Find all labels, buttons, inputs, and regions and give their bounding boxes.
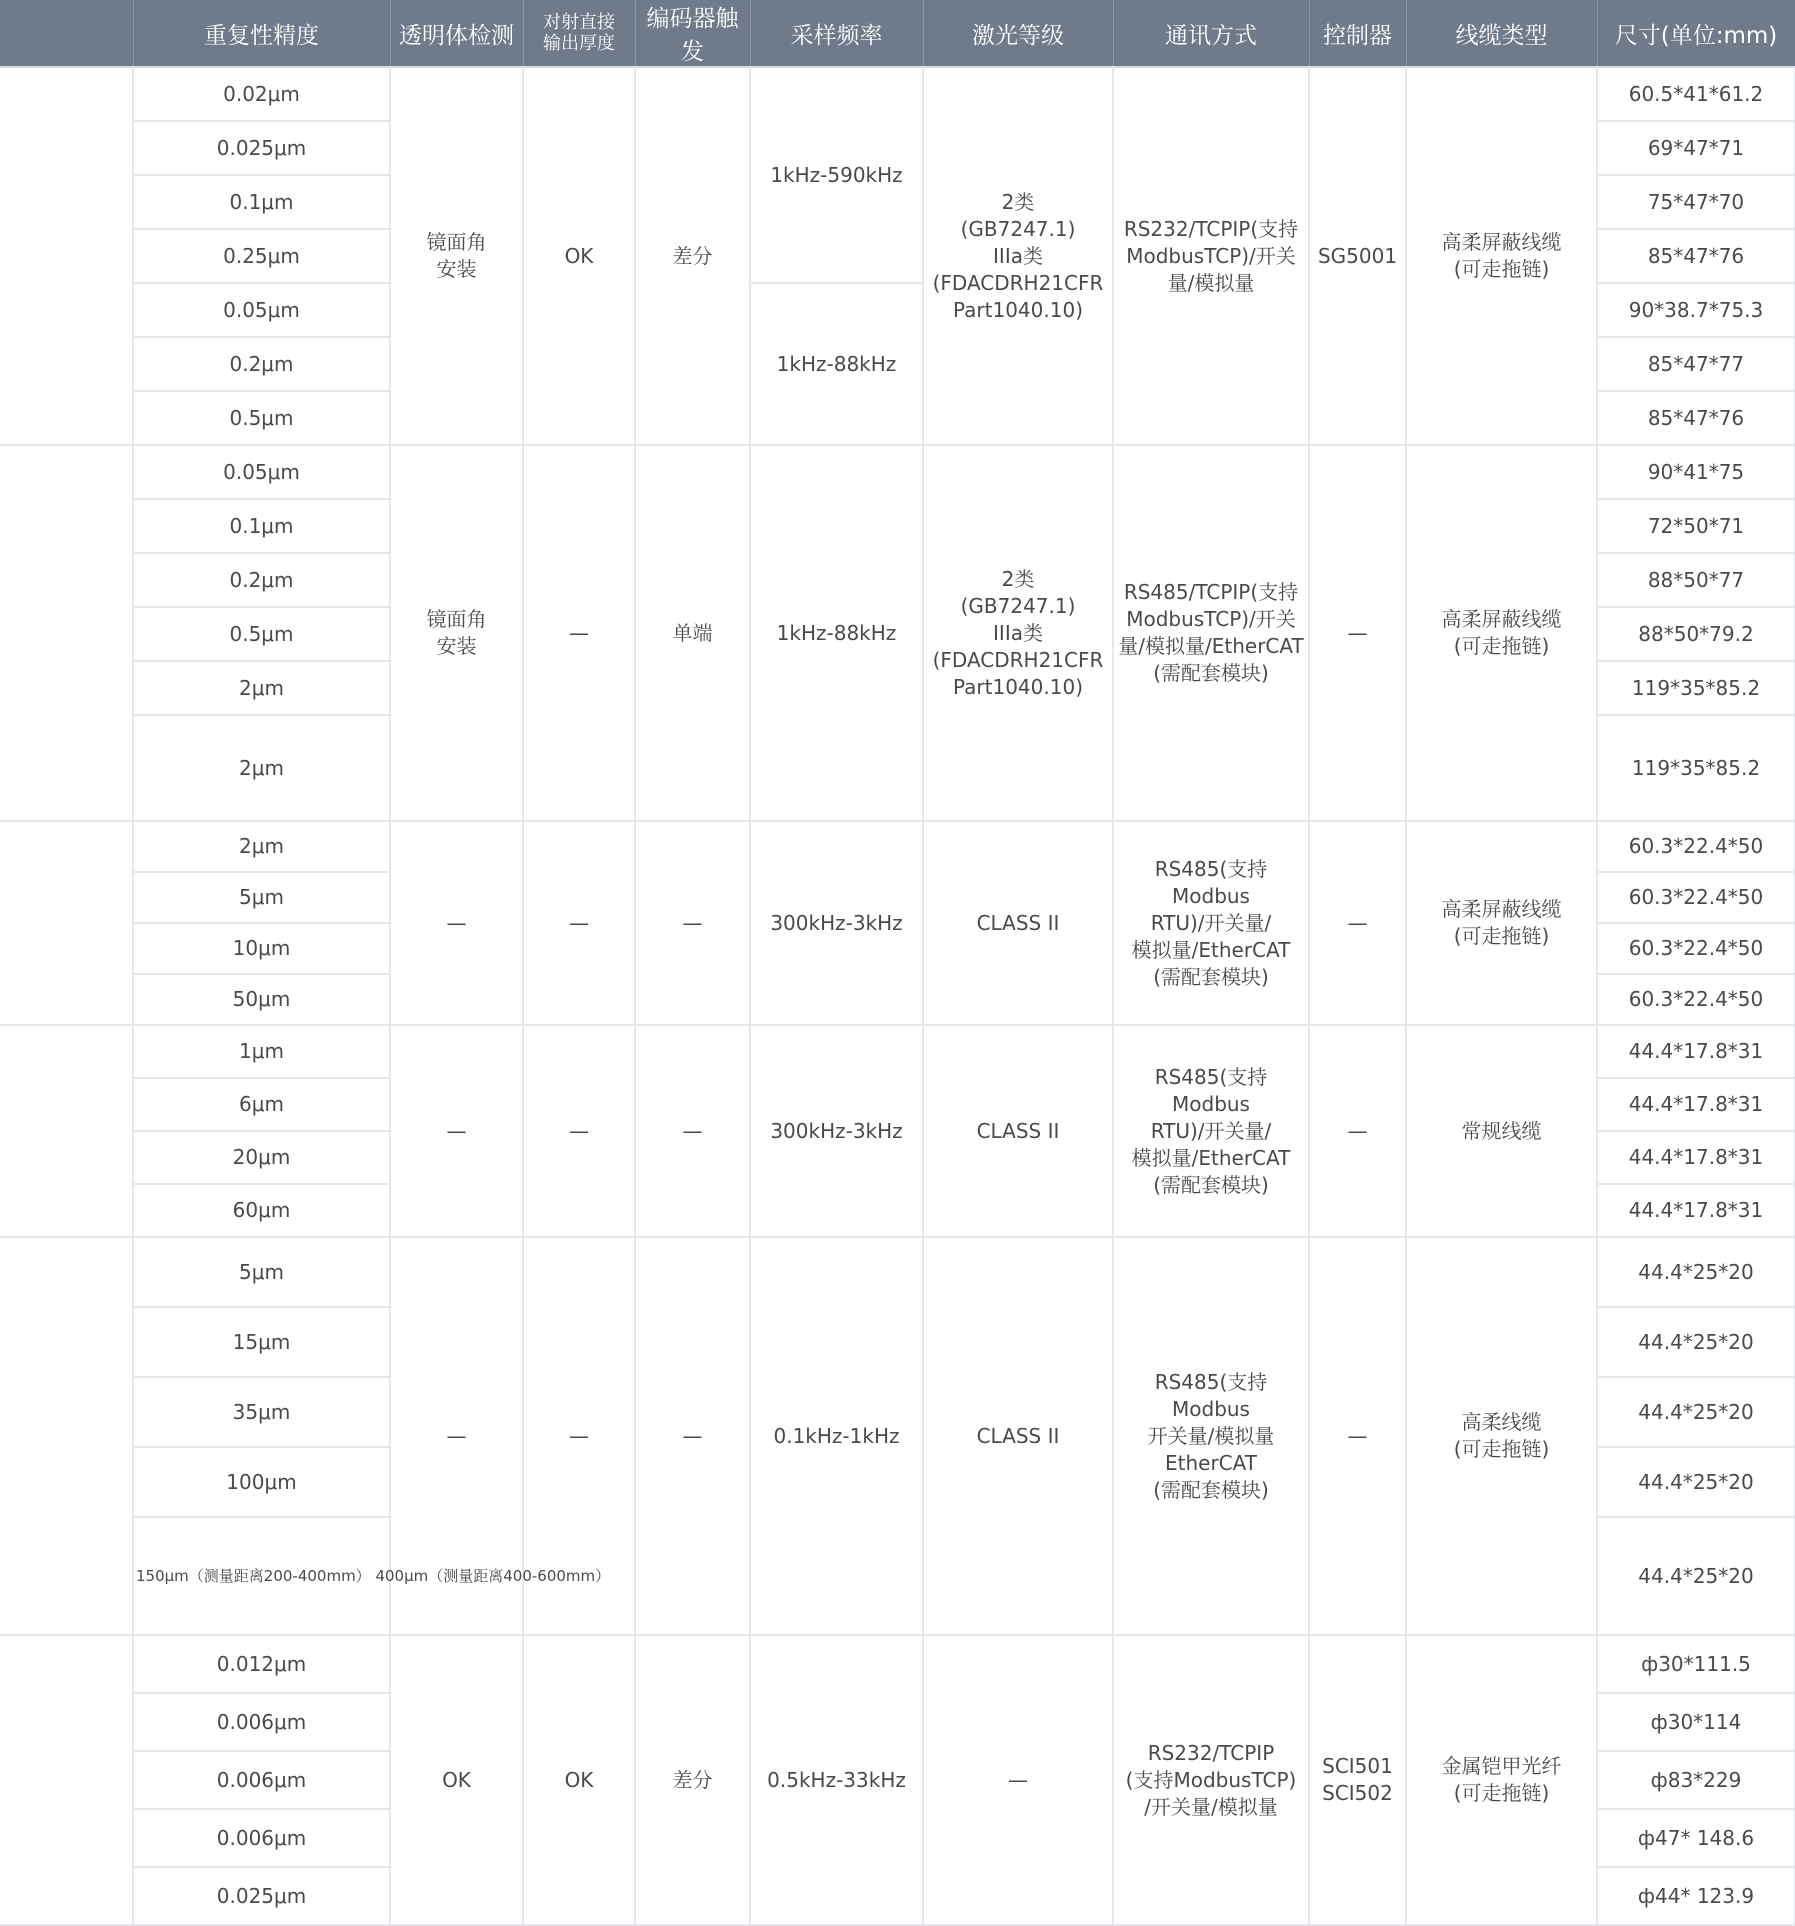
header-controller: 控制器 xyxy=(1309,0,1406,67)
transparent-cell: 镜面角 安装 xyxy=(390,67,523,445)
transparent-cell: — xyxy=(390,1237,523,1635)
size-cell: 44.4*17.8*31 xyxy=(1597,1025,1795,1078)
comm-cell: RS232/TCPIP (支持ModbusTCP) /开关量/模拟量 xyxy=(1113,1635,1309,1925)
header-cable-type: 线缆类型 xyxy=(1406,0,1597,67)
repeatability-cell: 0.2μm xyxy=(133,337,390,391)
controller-cell: SG5001 xyxy=(1309,67,1406,445)
header-thickness-output: 对射直接 输出厚度 xyxy=(523,0,635,67)
sampling-cell: 1kHz-88kHz xyxy=(750,445,923,821)
repeatability-cell: 0.006μm xyxy=(133,1693,390,1751)
repeatability-cell: 0.5μm xyxy=(133,607,390,661)
repeatability-cell: 35μm xyxy=(133,1377,390,1447)
thickness-cell: — xyxy=(523,445,635,821)
cable-cell: 高柔屏蔽线缆 (可走拖链) xyxy=(1406,445,1597,821)
transparent-cell: 镜面角 安装 xyxy=(390,445,523,821)
row-label-blank xyxy=(0,1025,133,1237)
laser-cell: — xyxy=(923,1635,1113,1925)
header-encoder-trigger: 编码器触发 xyxy=(635,0,750,67)
header-blank xyxy=(0,0,133,67)
repeatability-cell: 0.025μm xyxy=(133,1867,390,1925)
row-label-blank xyxy=(0,1237,133,1635)
sampling-cell: 0.1kHz-1kHz xyxy=(750,1237,923,1635)
table-row xyxy=(0,1237,1795,1307)
size-cell: 44.4*17.8*31 xyxy=(1597,1131,1795,1184)
thickness-cell: — xyxy=(523,821,635,1025)
comm-cell: RS485(支持Modbus RTU)/开关量/ 模拟量/EtherCAT (需配套模块) xyxy=(1113,821,1309,1025)
size-cell: 90*38.7*75.3 xyxy=(1597,283,1795,337)
repeatability-cell: 0.05μm xyxy=(133,445,390,499)
size-cell: 119*35*85.2 xyxy=(1597,715,1795,821)
size-cell: ф30*111.5 xyxy=(1597,1635,1795,1693)
cable-cell: 高柔屏蔽线缆 (可走拖链) xyxy=(1406,821,1597,1025)
repeatability-cell: 0.006μm xyxy=(133,1751,390,1809)
sampling-cell: 1kHz-88kHz xyxy=(750,283,923,445)
size-cell: 85*47*76 xyxy=(1597,229,1795,283)
header-size: 尺寸(单位:mm) xyxy=(1597,0,1795,67)
encoder-cell: — xyxy=(635,1237,750,1635)
header-sampling-frequency: 采样频率 xyxy=(750,0,923,67)
header-communication: 通讯方式 xyxy=(1113,0,1309,67)
size-cell: 44.4*25*20 xyxy=(1597,1517,1795,1635)
header-repeatability: 重复性精度 xyxy=(133,0,390,67)
laser-cell: CLASS II xyxy=(923,821,1113,1025)
laser-cell: CLASS II xyxy=(923,1025,1113,1237)
size-cell: ф47* 148.6 xyxy=(1597,1809,1795,1867)
size-cell: 60.3*22.4*50 xyxy=(1597,923,1795,974)
repeatability-cell: 2μm xyxy=(133,715,390,821)
table-row xyxy=(0,821,1795,872)
size-cell: 60.3*22.4*50 xyxy=(1597,974,1795,1025)
repeatability-cell: 50μm xyxy=(133,974,390,1025)
thickness-cell: OK xyxy=(523,67,635,445)
size-cell: 60.3*22.4*50 xyxy=(1597,872,1795,923)
repeatability-cell: 2μm xyxy=(133,821,390,872)
transparent-cell: OK xyxy=(390,1635,523,1925)
cable-cell: 金属铠甲光纤 (可走拖链) xyxy=(1406,1635,1597,1925)
repeatability-cell: 1μm xyxy=(133,1025,390,1078)
size-cell: 44.4*25*20 xyxy=(1597,1307,1795,1377)
repeatability-cell: 0.5μm xyxy=(133,391,390,445)
encoder-cell: 差分 xyxy=(635,1635,750,1925)
thickness-cell: — xyxy=(523,1025,635,1237)
header-transparent-detection: 透明体检测 xyxy=(390,0,523,67)
thickness-cell: — xyxy=(523,1237,635,1635)
controller-cell: — xyxy=(1309,821,1406,1025)
size-cell: 60.3*22.4*50 xyxy=(1597,821,1795,872)
controller-cell: — xyxy=(1309,1237,1406,1635)
row-label-blank xyxy=(0,821,133,1025)
comm-cell: RS485(支持Modbus 开关量/模拟量 EtherCAT (需配套模块) xyxy=(1113,1237,1309,1635)
size-cell: 88*50*79.2 xyxy=(1597,607,1795,661)
header-row xyxy=(0,0,1795,67)
sampling-cell: 0.5kHz-33kHz xyxy=(750,1635,923,1925)
size-cell: 119*35*85.2 xyxy=(1597,661,1795,715)
repeatability-cell: 2μm xyxy=(133,661,390,715)
size-cell: 44.4*17.8*31 xyxy=(1597,1184,1795,1237)
size-cell: 44.4*25*20 xyxy=(1597,1447,1795,1517)
row-label-blank xyxy=(0,1635,133,1925)
repeatability-cell: 5μm xyxy=(133,872,390,923)
transparent-cell: — xyxy=(390,1025,523,1237)
repeatability-cell: 100μm xyxy=(133,1447,390,1517)
table-row xyxy=(0,67,1795,121)
comm-cell: RS232/TCPIP(支持 ModbusTCP)/开关 量/模拟量 xyxy=(1113,67,1309,445)
size-cell: 44.4*17.8*31 xyxy=(1597,1078,1795,1131)
laser-cell: 2类 (GB7247.1) IIIa类 (FDACDRH21CFR Part1040.10) xyxy=(923,67,1113,445)
repeatability-cell: 10μm xyxy=(133,923,390,974)
size-cell: 69*47*71 xyxy=(1597,121,1795,175)
sampling-cell: 300kHz-3kHz xyxy=(750,821,923,1025)
size-cell: 90*41*75 xyxy=(1597,445,1795,499)
repeatability-cell: 6μm xyxy=(133,1078,390,1131)
size-cell: 44.4*25*20 xyxy=(1597,1377,1795,1447)
repeatability-cell: 0.25μm xyxy=(133,229,390,283)
table-row xyxy=(0,445,1795,499)
repeatability-cell: 5μm xyxy=(133,1237,390,1307)
repeatability-cell: 15μm xyxy=(133,1307,390,1377)
size-cell: ф44* 123.9 xyxy=(1597,1867,1795,1925)
sampling-cell: 1kHz-590kHz xyxy=(750,67,923,283)
size-cell: 85*47*76 xyxy=(1597,391,1795,445)
size-cell: 85*47*77 xyxy=(1597,337,1795,391)
row-label-blank xyxy=(0,445,133,821)
thickness-cell: OK xyxy=(523,1635,635,1925)
repeatability-cell: 0.012μm xyxy=(133,1635,390,1693)
encoder-cell: — xyxy=(635,821,750,1025)
size-cell: 72*50*71 xyxy=(1597,499,1795,553)
controller-cell: SCI501 SCI502 xyxy=(1309,1635,1406,1925)
table-row xyxy=(0,1025,1795,1078)
repeatability-cell: 0.05μm xyxy=(133,283,390,337)
repeatability-cell: 0.2μm xyxy=(133,553,390,607)
size-cell: 60.5*41*61.2 xyxy=(1597,67,1795,121)
row-label-blank xyxy=(0,67,133,445)
repeatability-cell: 20μm xyxy=(133,1131,390,1184)
repeatability-cell: 0.006μm xyxy=(133,1809,390,1867)
repeatability-cell: 0.1μm xyxy=(133,499,390,553)
repeatability-cell: 0.02μm xyxy=(133,67,390,121)
size-cell: 44.4*25*20 xyxy=(1597,1237,1795,1307)
header-laser-class: 激光等级 xyxy=(923,0,1113,67)
size-cell: 88*50*77 xyxy=(1597,553,1795,607)
cable-cell: 高柔线缆 (可走拖链) xyxy=(1406,1237,1597,1635)
repeatability-cell: 0.1μm xyxy=(133,175,390,229)
laser-cell: CLASS II xyxy=(923,1237,1113,1635)
cable-cell: 常规线缆 xyxy=(1406,1025,1597,1237)
size-cell: ф83*229 xyxy=(1597,1751,1795,1809)
size-cell: 75*47*70 xyxy=(1597,175,1795,229)
sampling-cell: 300kHz-3kHz xyxy=(750,1025,923,1237)
table-row xyxy=(0,1635,1795,1693)
cable-cell: 高柔屏蔽线缆 (可走拖链) xyxy=(1406,67,1597,445)
encoder-cell: 差分 xyxy=(635,67,750,445)
comm-cell: RS485(支持Modbus RTU)/开关量/ 模拟量/EtherCAT (需配套模块) xyxy=(1113,1025,1309,1237)
repeatability-cell: 0.025μm xyxy=(133,121,390,175)
repeatability-cell: 60μm xyxy=(133,1184,390,1237)
encoder-cell: — xyxy=(635,1025,750,1237)
laser-cell: 2类 (GB7247.1) IIIa类 (FDACDRH21CFR Part1040.10) xyxy=(923,445,1113,821)
controller-cell: — xyxy=(1309,1025,1406,1237)
controller-cell: — xyxy=(1309,445,1406,821)
repeatability-cell: 150μm（测量距离200-400mm） 400μm（测量距离400-600mm） xyxy=(133,1517,390,1635)
comm-cell: RS485/TCPIP(支持 ModbusTCP)/开关 量/模拟量/EtherCAT (需配套模块) xyxy=(1113,445,1309,821)
encoder-cell: 单端 xyxy=(635,445,750,821)
transparent-cell: — xyxy=(390,821,523,1025)
size-cell: ф30*114 xyxy=(1597,1693,1795,1751)
